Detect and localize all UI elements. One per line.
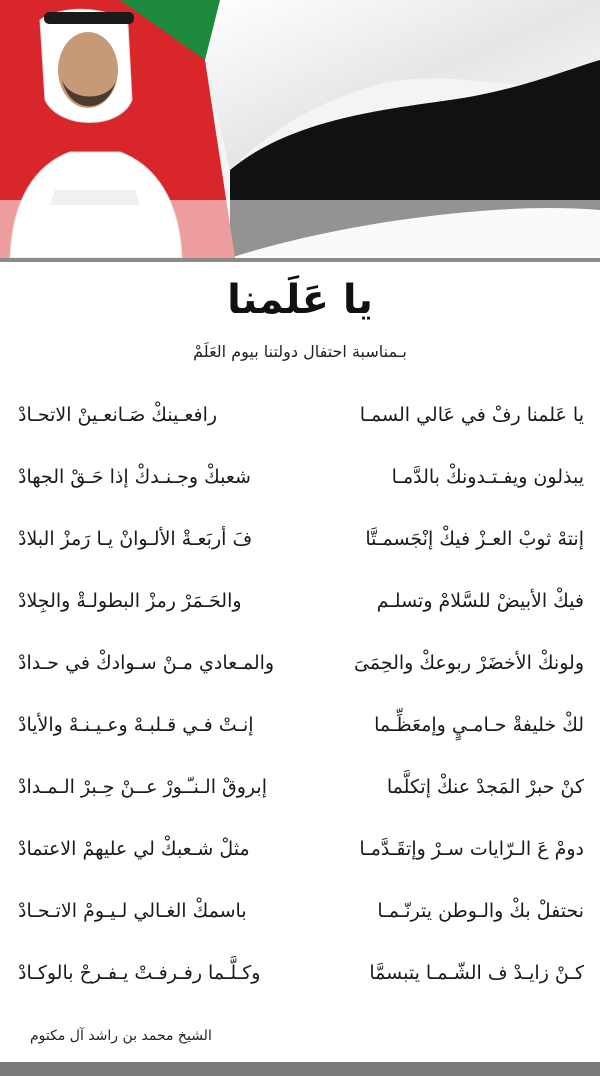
verse-first-hemistich: كنْ حبرْ المَجدْ عنكْ إتكلَّما [386, 776, 584, 798]
verse-first-hemistich: لكْ خليفةْ حـامـيٍ وإمعَظِّـما [374, 714, 584, 736]
poem-subtitle: بـمناسبة احتفال دولتنا بيوم العَلَمْ [193, 342, 407, 361]
verse-first-hemistich: إنتهْ ثوبْ العـزْ فيكْ إنْجَسمـتَّا [365, 528, 584, 550]
verse-second-hemistich: باسمكْ الغـالي لـيـومْ الاتـحـادْ [18, 900, 247, 922]
verse-first-hemistich: ولونكْ الأخضَرْ ربوعكْ والحِمَىَ [354, 652, 584, 674]
verse-second-hemistich: وكـلَّـما رفـرفـتْ يـفـرحْ بالوكـادْ [18, 962, 261, 984]
verse-first-hemistich: فيكْ الأبيضْ للسَّلامْ وتسلـم [376, 590, 584, 612]
verse-first-hemistich: كـنْ زايـدْ ف الشّـمـا يتبسمَّا [369, 962, 584, 984]
verse-second-hemistich: رافعـينكْ صَـانعـينْ الاتحـادْ [18, 404, 218, 426]
verse-row [18, 640, 584, 702]
poem-body [18, 392, 584, 1012]
verse-second-hemistich: والحَـمَرْ رمزْ البطولـةْ والجِلادْ [18, 590, 242, 612]
verse-second-hemistich: مثلْ شـعبكْ لي عليهمْ الاعتمادْ [18, 838, 250, 860]
verse-row [18, 702, 584, 764]
header-divider [0, 258, 600, 262]
poem-title: يا عَلَمنا [227, 277, 373, 323]
verse-first-hemistich: دومْ عَ الـرّايات سـرْ وإتقَـدَّمـا [359, 838, 584, 860]
verse-row [18, 826, 584, 888]
verse-row [18, 454, 584, 516]
poem-author: الشيخ محمد بن راشد آل مكتوم [30, 1028, 212, 1044]
verse-first-hemistich: يا عَلمنا رفْ في عَالي السمـا [359, 404, 584, 426]
uae-flag-illustration [0, 0, 600, 258]
header-banner [0, 0, 600, 258]
verse-row [18, 516, 584, 578]
verse-second-hemistich: شعبكْ وجـنـدكْ إذا حَـقْ الجهادْ [18, 466, 251, 488]
verse-second-hemistich: إبروقْ الـنـّـورْ عــنْ حِـبرْ الـمـدادْ [18, 776, 267, 798]
footer-bar [0, 1062, 600, 1076]
verse-row [18, 950, 584, 1012]
verse-row [18, 764, 584, 826]
verse-first-hemistich: نحتفلْ بكْ والـوطن يترنّـمـا [377, 900, 584, 922]
verse-second-hemistich: إنـتْ فـي قـلبـهْ وعـيـنـهْ والأيادْ [18, 714, 254, 736]
verse-first-hemistich: يبذلون ويفـتـدونكْ بالدَّمـا [391, 466, 584, 488]
verse-second-hemistich: والمـعادي مـنْ سـوادكْ في حـدادْ [18, 652, 275, 674]
verse-row [18, 578, 584, 640]
verse-row [18, 392, 584, 454]
verse-second-hemistich: فَ أربَعـةْ الألـوانْ يـا رَمزْ البلادْ [18, 528, 253, 550]
verse-row [18, 888, 584, 950]
